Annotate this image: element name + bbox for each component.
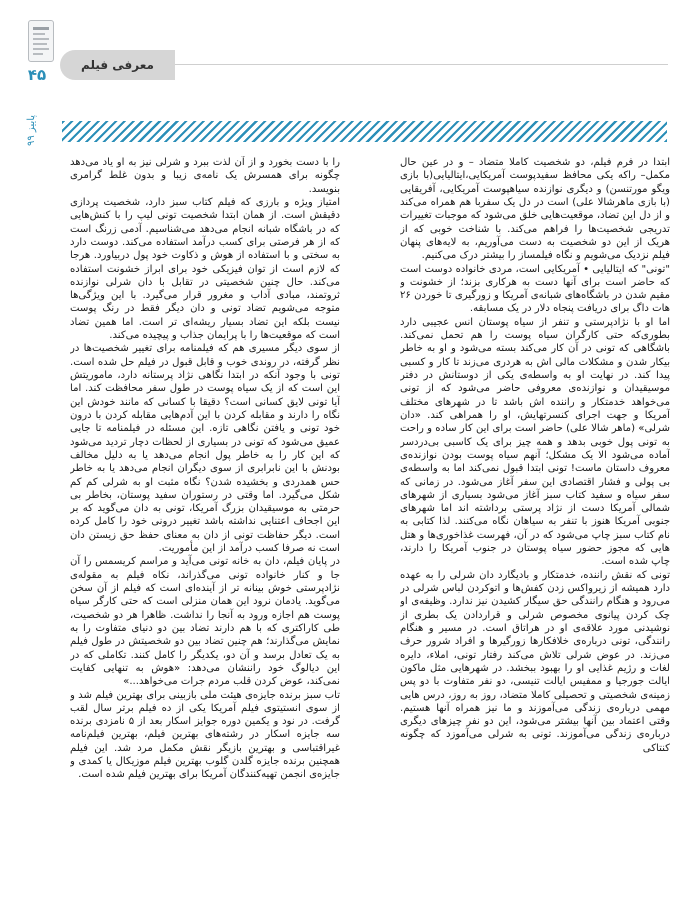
- paragraph: ابتدا در فرم فیلم، دو شخصیت کاملا متضاد – و در عین حال مکمل– راکه یکی محافظ سفیدپوست آمریکایی،ایتالیایی(با بازی ویگو مورتنسن) و دیگری نوازنده سیاهپوست آمریکایی، آفریقایی (با بازی ماهرشالا علی) است در دل یک سفربا هم همراه می‌کند و از دل این تضاد، موقعیت‌هایی خلق می‌شود که موجبات تغییرات تدریجی شخصیت‌ها را فراهم می‌کند. با شناخت خوبی که از هریک از این دو شخصیت به دست می‌آوریم، به لایه‌های پنهان فیلم نزدیک می‌شویم و نگاه فیلمساز را بیشتر درک می‌کنیم.: [400, 157, 670, 262]
- paragraph: را با دست بخورد و از آن لذت ببرد و شرلی نیز به او یاد می‌دهد چگونه برای همسرش یک نامه‌ی زیبا و بدون غلط گرامری بنویسد.: [70, 157, 340, 195]
- paragraph: تاب سبز برنده جایزه‌ی هیئت ملی بازبینی برای بهترین فیلم شد و از سوی انستیتوی فیلم آمریکا یکی از ده فیلم برتر سال لقب گرفت. در نود و یکمین دوره جوایز اسکار بعد از ۵ نامزدی برنده سه جایزه اسکار در رشته‌های بهترین فیلم، بهترین فیلم‌نامه غیراقتباسی و بهترین بازیگر نقش مکمل مرد شد. این فیلم همچنین برنده جایزه گلدن گلوب بهترین فیلم موزیکال یا کمدی و جایزه‌ی انجمن تهیه‌کنندگان آمریکا برای بهترین فیلم شده است.: [70, 689, 340, 781]
- page-number: ۴۵: [27, 66, 47, 84]
- article-body: [70, 156, 670, 884]
- paragraph: "تونی" که ایتالیایی • آمریکایی است، مردی خانواده دوست است که حاضر است برای آنها دست به هرکاری بزند؛ از خشونت و مقیم شدن در باشگاه‌های شبانه‌ی آمریکا و زورگیری تا خوردن ۲۶ هات داگ برای دریافت پنجاه دلار در یک مسابقه.: [400, 263, 670, 315]
- decorative-stripe-band: [62, 121, 667, 142]
- section-title: معرفی فیلم: [60, 50, 175, 80]
- magazine-logo-icon: [28, 20, 54, 62]
- paragraph: تونی که نقش راننده، خدمتکار و بادیگارد دان شرلی را به عهده دارد همیشه از زیرواکس زدن کفش‌ها و اتوکردن لباس شرلی در می‌رود و هنگام رانندگی حق سیگار کشیدن نیز ندارد. وظیفه‌ی او چک کردن پیانوی مخصوص شرلی و قراردادن یک بطری از نوشیدنی مورد علاقه‌ی او در هراتاق است. در مسیر و هنگام رانندگی، تونی درباره‌ی خلافکارها زورگیرها و افراد شرور حرف می‌زند. در عوض شرلی تلاش می‌کند رفتار تونی، املاء، دایره لغات و رژیم غذایی او را بهبود ببخشد. در شهرهایی مثل ماکون ایالت جورجیا و ممفیس ایالت تنیسی، دو نفر متفاوت با دو پس زمینه‌ی شخصیتی و تحصیلی کاملا متضاد، روز به روز، درس هایی مهمی درباره‌ی زندگی می‌آموزند و ما نیز همراه آنها هستیم. وقتی اعتماد بین آنها بیشتر می‌شود، این دو نفر چیزهای دیگری درباره‌ی زندگی می‌آموزند. تونی به شرلی می‌آموزد که چگونه کنتاکی: [400, 569, 670, 754]
- paragraph: امتیاز ویژه و بارزی که فیلم کتاب سبز دارد، شخصیت پردازی دقیقش است. از همان ابتدا شخصیت تونی لیپ را با کنش‌هایی که در باشگاه شبانه انجام می‌دهد می‌شناسیم. آدمی زرنگ است که از هر فرصتی برای کسب درآمد استفاده می‌کند. دوست دارد به سختی و با استفاده از هوش و ذکاوت خود پول دربیاورد. هرجا که لازم است از توان فیزیکی خود برای ابراز خشونت استفاده می‌کند. حال چنین شخصیتی در تقابل با دان شرلی نوازنده ثروتمند، مبادی آداب و مغرور قرار می‌گیرد. با این ویژگی‌ها متوجه می‌شویم تضاد تونی و دان دیگر فقط در رنگ پوست نیست بلکه این تضاد بسیار ریشه‌ای تر است. اما همین تضاد است که موقعیت‌ها را با پرایمان جذاب و پیچیده می‌کند.: [70, 196, 340, 342]
- article-column-right: [400, 156, 670, 884]
- article-column-left: [70, 156, 340, 884]
- issue-date: پاییز ۹۹: [26, 114, 37, 146]
- paragraph: در پایان فیلم، دان به خانه تونی می‌آید و مراسم کریسمس را آن جا و کنار خانواده تونی می‌گذراند، نکاه فیلم به مقوله‌ی نژادپرستی خوش بینانه تر از آینده‌ای است که فیلم از آن سخن می‌گوید. یادمان نرود این همان منزلی است که حتی کارگر سیاه پوست هم اجازه ورود به آنجا را نداشت. ظاهرا هر دو شخصیت، طی کاراکتری که با هم دارند تضاد بین دو دنیای متفاوت را به نمایش می‌گذارند؛ هم چنین تضاد بین دو شخصیتش در طول فیلم به یک تعادل برسد و آن دو، یکدیگر را کامل کنند. تکاملی که در این دیالوگ خود راننشان می‌دهد: «هوش به تنهایی کفایت نمی‌کند، عوض کردن قلب مردم جرات می‌خواهد...»: [70, 556, 340, 688]
- header-divider: [175, 64, 668, 65]
- paragraph: از سوی دیگر مسیری هم که فیلمنامه برای تغییر شخصیت‌ها در نظر گرفته، در روندی خوب و قابل قبول در فیلم حل شده است. تونی با وجود آنکه در ابتدا نگاهی نژاد پرستانه دارد، ماموریتش این است که از یک سیاه پوست در طول سفر محافظت کند. اما آیا تونی لایق کسانی است؟ دقیقا با کسانی که مانند خودش این نگاه را دارند و مقابله کردن با این آدم‌هایی مقابله کردن با درون خود تونی و یافتن نگاهی تازه. این مسئله در فیلمنامه تا جایی عمیق می‌شود که تونی در بسیاری از لحظات دچار تردید می‌شود که این کار را به خاطر پول انجام می‌دهد یا به دلیل مخالف بودنش با این نابرابری از سوی دیگران انجام می‌دهد یا به خاطر حس همدردی و بخشیده شدن؟ نگاه مثبت او به شرلی کم کم شکل می‌گیرد. اما وقتی در رستوران سفید پوستان، بخاطر بی حرمتی به موسیقیدان بزرگ آمریکا، تونی به دان می‌گوید که بر این اجحاف اعتنایی نداشته باشد تغییر درونی خود را کامل کرده است. دیگر حفاظت تونی از دان به معنای حفظ حق زیستن دان است نه صرفا کسب درآمد از این مأموریت.: [70, 343, 340, 555]
- paragraph: اما او با نژادپرستی و تنفر از سیاه پوستان انس عجیبی دارد بطوری‌که حتی کارگران سیاه پوست را هم تحمل نمی‌کند. باشگاهی که تونی در آن کار می‌کند بسته می‌شود و او به خاطر بیکار شدن و مشکلات مالی اش به هردری می‌زند تا کار و کسبی پیدا کند. در نهایت او به واسطه‌ی یکی از دوستانش در دفتر موسیقیدان و نوازنده‌ی معروفی حاضر می‌شود که از تونی می‌خواهد خدمتکار و راننده اش باشد تا در شهرهای مختلف آمریکا و جهت اجرای کنسرتهایش، او را همراهی کند. «دان شرلی» (ماهر شالا علی) حاضر است برای این کار ساده و راحت به تونی پول خوبی بدهد و همه چیز برای یک کاسبی بی‌دردسر آماده می‌شود الا یک مشکل؛ آنهم سیاه پوست بودن نوازنده‌ی معروف داستان ماست! تونی ابتدا قبول نمی‌کند اما به واسطه‌ی بی پولی و فشار اقتصادی این سفر آغاز می‌شود. در زمانی که سفر سیاه و سفید کتاب سبز آغاز می‌شود بسیاری از شهرهای شمالی آمریکا دست از نژاد پرستی برداشته اند اما شهرهای جنوبی آمریکا هنوز با تنفر به سیاهان نگاه می‌کنند. لذا کتابی به نام کتاب سبز چاپ می‌شود که در آن، فهرست غذاخوری‌ها و هتل هایی که مجوز حضور سیاه پوستان در جنوب آمریکا را دارند، چاپ شده است.: [400, 316, 670, 568]
